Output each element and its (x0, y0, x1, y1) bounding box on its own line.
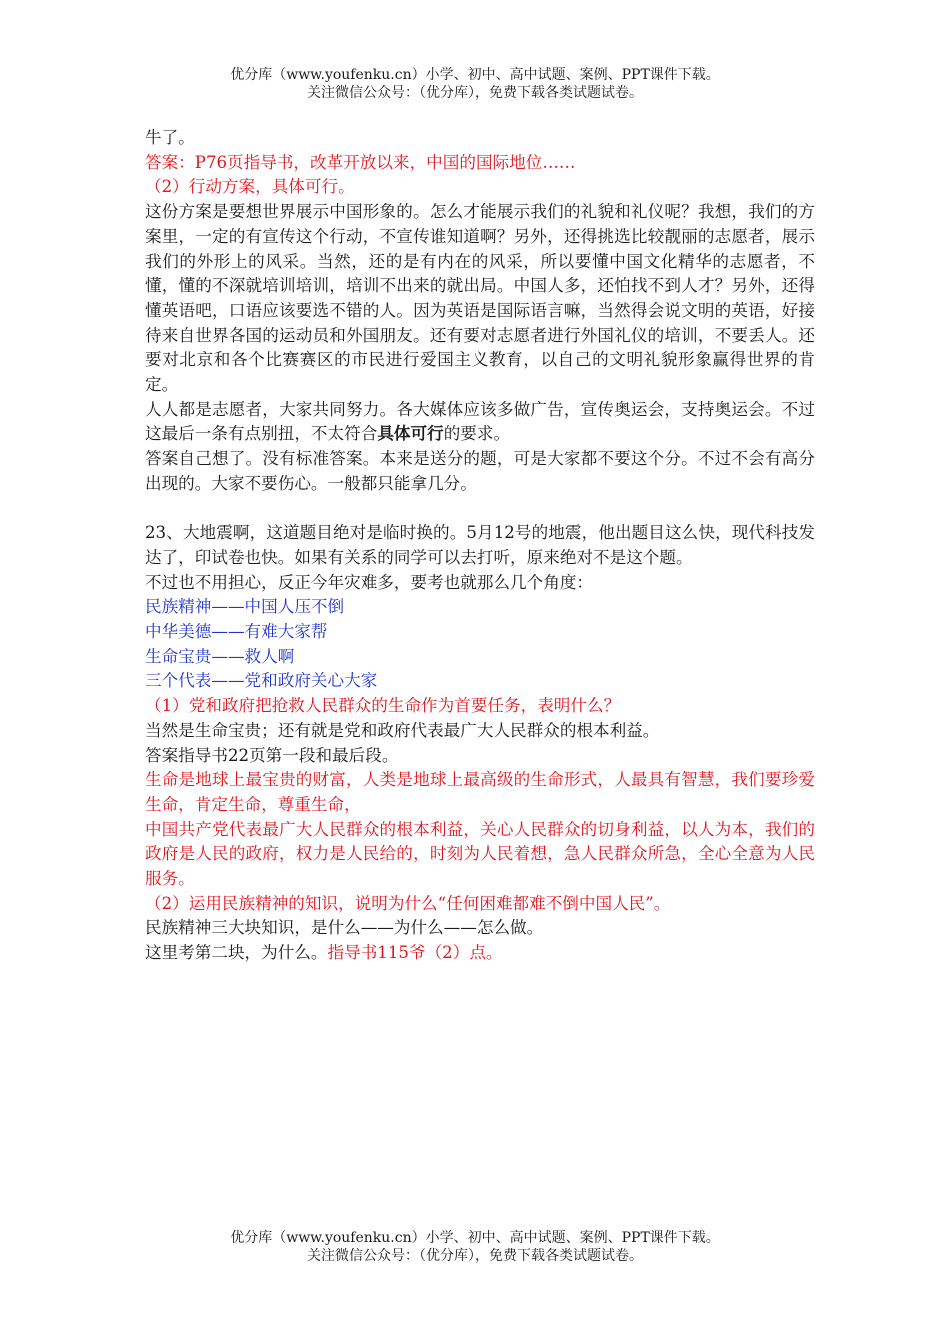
page-header (0, 66, 950, 102)
angle-item: 三个代表——党和政府关心大家 (145, 671, 378, 691)
angle-item: 生命宝贵——救人啊 (145, 646, 295, 666)
question-2-heading: （2）行动方案，具体可行。 (145, 177, 355, 197)
answer-reference: 答案：P76页指导书，改革开放以来，中国的国际地位…… (145, 152, 576, 172)
emphasis-text: 具体可行 (377, 424, 444, 444)
spacer (145, 497, 815, 522)
paragraph-answer-1: 当然是生命宝贵；还有就是党和政府代表最广大人民群众的根本利益。 (145, 720, 660, 740)
final-reference: 指导书115爷（2）点。 (327, 943, 503, 963)
paragraph-angles-intro: 不过也不用担心，反正今年灾难多，要考也就那么几个角度： (145, 572, 594, 592)
paragraph-volunteers-text: 人人都是志愿者，大家共同努力。各大媒体应该多做广告，宣传奥运会，支持奥运会。不过这最后一条有点别扭，不太符合 (145, 399, 815, 444)
paragraph-continuation: 牛了。 (145, 128, 195, 147)
page-footer (0, 1229, 950, 1265)
paragraph-plan: 这份方案是要想世界展示中国形象的。怎么才能展示我们的礼貌和礼仪呢？我想，我们的方案里，一定的有宣传这个行动，不宣传谁知道啊？另外，还得挑选比较靓丽的志愿者，展示我们的外形上的风采。当然，还的是有内在的风采，所以要懂中国文化精华的志愿者，不懂，懂的不深就培训培训，培训不出来的就出局。中国人多，还怕找不到人才？另外，还得懂英语吧，口语应该要选不错的人。因为英语是国际语言嘛，当然得会说文明的英语，好接待来自世界各国的运动员和外国朋友。还有要对志愿者进行外国礼仪的培训，不要丢人。还要对北京和各个比赛赛区的市民进行爱国主义教育，以自己的文明礼貌形象赢得世界的肯定。 (145, 202, 815, 395)
answer-party-interest: 中国共产党代表最广大人民群众的根本利益，关心人民群众的切身利益，以人为本，我们的政府是人民的政府，权力是人民给的，时刻为人民着想，急人民群众所急，全心全意为人民服务。 (145, 819, 815, 889)
sub-question-1: （1）党和政府把抢救人民群众的生命作为首要任务，表明什么？ (145, 696, 621, 716)
paragraph-final-text: 这里考第二块，为什么。 (145, 943, 328, 963)
paragraph-volunteers-end: 的要求。 (443, 424, 511, 444)
paragraph-volunteers (145, 398, 815, 447)
paragraph-reference-1: 答案指导书22页第一段和最后段。 (145, 745, 399, 765)
header-line-1: 优分库（www.youfenku.cn）小学、初中、高中试题、案例、PPT课件下载。 (230, 67, 720, 83)
sub-question-2: （2）运用民族精神的知识，说明为什么“任何困难都难不倒中国人民”。 (145, 893, 671, 913)
paragraph-answer-note: 答案自己想了。没有标准答案。本来是送分的题，可是大家都不要这个分。不过不会有高分出现的。大家不要伤心。一般都只能拿几分。 (145, 449, 815, 493)
angle-item: 中华美德——有难大家帮 (145, 622, 328, 642)
document-body (145, 126, 815, 966)
paragraph-final (145, 941, 815, 966)
paragraph-question-23: 23、大地震啊，这道题目绝对是临时换的。5月12号的地震，他出题目这么快，现代科技发达了，印试卷也快。如果有关系的同学可以去打听，原来绝对不是这个题。 (145, 523, 815, 567)
footer-line-2: 关注微信公众号：（优分库），免费下载各类试题试卷。 (307, 1248, 643, 1264)
header-line-2: 关注微信公众号：（优分库），免费下载各类试题试卷。 (307, 85, 643, 101)
paragraph-national-spirit: 民族精神三大块知识，是什么——为什么——怎么做。 (145, 918, 544, 938)
footer-line-1: 优分库（www.youfenku.cn）小学、初中、高中试题、案例、PPT课件下载。 (230, 1230, 720, 1246)
answer-life-value: 生命是地球上最宝贵的财富，人类是地球上最高级的生命形式，人最具有智慧，我们要珍爱生命，肯定生命，尊重生命， (145, 770, 815, 814)
angle-item: 民族精神——中国人压不倒 (145, 597, 345, 617)
